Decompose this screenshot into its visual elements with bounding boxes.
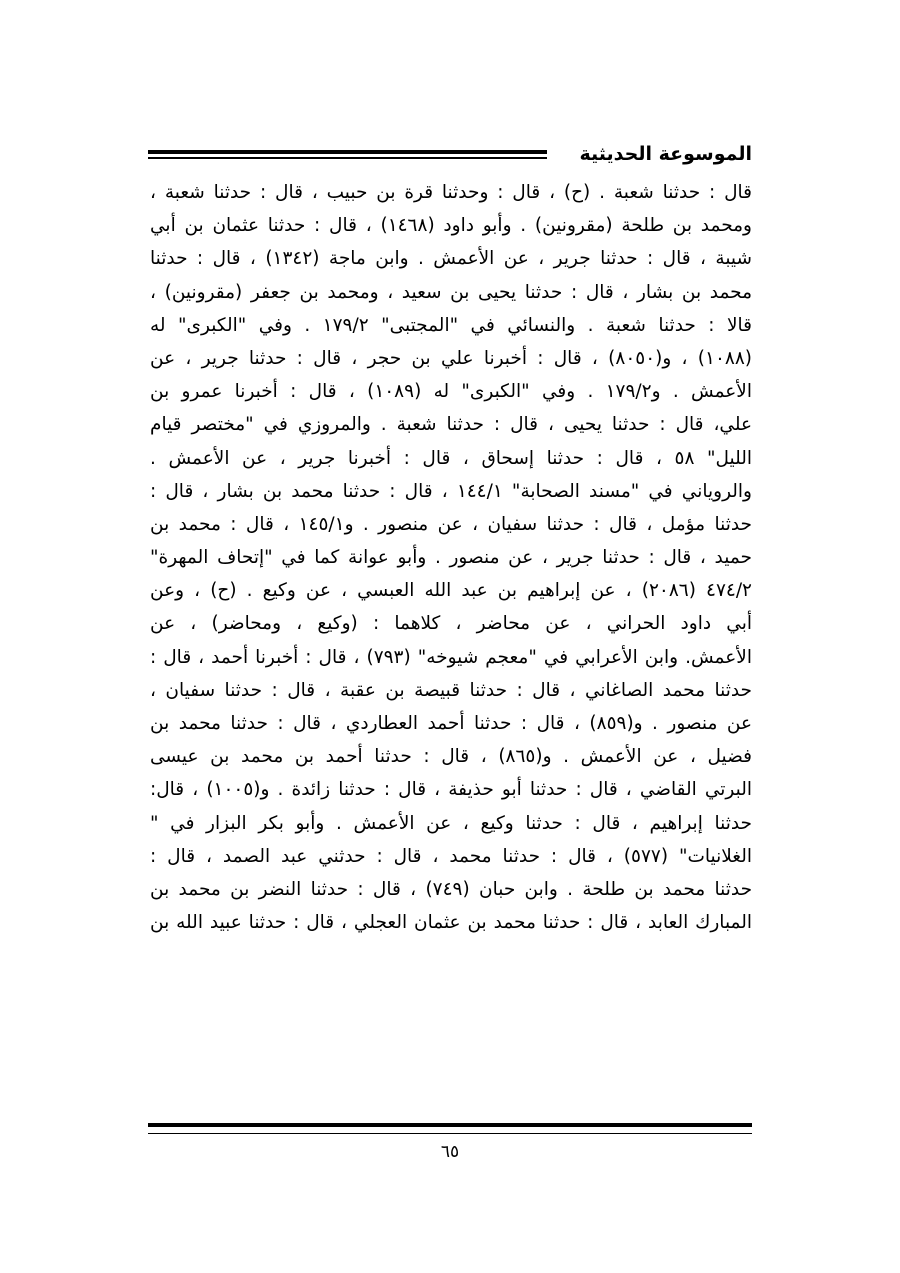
text-line: قالا : حدثنا شعبة . والنسائي في "المجتبى" ١٧٩/٢ . وفي "الكبرى" له <box>150 314 752 336</box>
text-line: حدثنا إبراهيم ، قال : حدثنا وكيع ، عن الأعمش . وأبو بكر البزار في " <box>150 812 752 834</box>
text-line: ومحمد بن طلحة (مقرونين) . وأبو داود (١٤٦٨) ، قال : حدثنا عثمان بن أبي <box>150 215 752 237</box>
text-line: محمد بن بشار ، قال : حدثنا يحيى بن سعيد ، ومحمد بن جعفر (مقرونين) ، <box>150 281 752 303</box>
header-title: الموسوعة الحديثية <box>570 140 753 168</box>
text-line: الأعمش . و١٧٩/٢ . وفي "الكبرى" له (١٠٨٩) ، قال : أخبرنا عمرو بن <box>150 381 752 403</box>
text-line: والروياني في "مسند الصحابة" ١٤٤/١ ، قال : حدثنا محمد بن بشار ، قال : <box>150 480 752 502</box>
running-header <box>148 140 752 174</box>
page-number: ٦٥ <box>440 1142 460 1162</box>
text-line: حدثنا محمد الصاغاني ، قال : حدثنا قبيصة بن عقبة ، قال : حدثنا سفيان ، <box>150 679 752 701</box>
text-line: المبارك العابد ، قال : حدثنا محمد بن عثمان العجلي ، قال : حدثنا عبيد الله بن <box>150 912 752 934</box>
text-line: (١٠٨٨) ، و(٨٠٥٠) ، قال : أخبرنا علي بن حجر ، قال : حدثنا جرير ، عن <box>150 347 752 369</box>
text-line: شيبة ، قال : حدثنا جرير ، عن الأعمش . وابن ماجة (١٣٤٢) ، قال : حدثنا <box>150 248 752 270</box>
footer-rule <box>148 1123 752 1134</box>
text-line: فضيل ، عن الأعمش . و(٨٦٥) ، قال : حدثنا أحمد بن محمد بن عيسى <box>150 746 752 768</box>
main-text <box>150 176 752 939</box>
text-line: حميد ، قال : حدثنا جرير ، عن منصور . وأبو عوانة كما في "إتحاف المهرة" <box>150 547 752 569</box>
text-line: الليل" ٥٨ ، قال : حدثنا إسحاق ، قال : أخبرنا جرير ، عن الأعمش . <box>150 447 752 469</box>
text-line: قال : حدثنا شعبة . (ح) ، قال : وحدثنا قرة بن حبيب ، قال : حدثنا شعبة ، <box>150 182 752 203</box>
text-line: الأعمش. وابن الأعرابي في "معجم شيوخه" (٧٩٣) ، قال : أخبرنا أحمد ، قال : <box>150 646 752 668</box>
text-line: ٤٧٤/٢ (٢٠٨٦) ، عن إبراهيم بن عبد الله العبسي ، عن وكيع . (ح) ، وعن <box>150 580 752 602</box>
text-line: حدثنا مؤمل ، قال : حدثنا سفيان ، عن منصور . و١٤٥/١ ، قال : محمد بن <box>150 513 752 535</box>
text-line: البرتي القاضي ، قال : حدثنا أبو حذيفة ، قال : حدثنا زائدة . و(١٠٠٥) ، قال: <box>150 779 752 801</box>
text-line: علي، قال : حدثنا يحيى ، قال : حدثنا شعبة . والمروزي في "مختصر قيام <box>150 414 752 436</box>
text-line: حدثنا محمد بن طلحة . وابن حبان (٧٤٩) ، قال : حدثنا النضر بن محمد بن <box>150 878 752 900</box>
text-line: عن منصور . و(٨٥٩) ، قال : حدثنا أحمد العطاردي ، قال : حدثنا محمد بن <box>150 713 752 734</box>
text-line: الغلانيات" (٥٧٧) ، قال : حدثنا محمد ، قال : حدثني عبد الصمد ، قال : <box>150 845 752 867</box>
header-rule <box>148 150 547 159</box>
text-line: أبي داود الحراني ، عن محاضر ، كلاهما : (وكيع ، ومحاضر) ، عن <box>150 613 752 635</box>
